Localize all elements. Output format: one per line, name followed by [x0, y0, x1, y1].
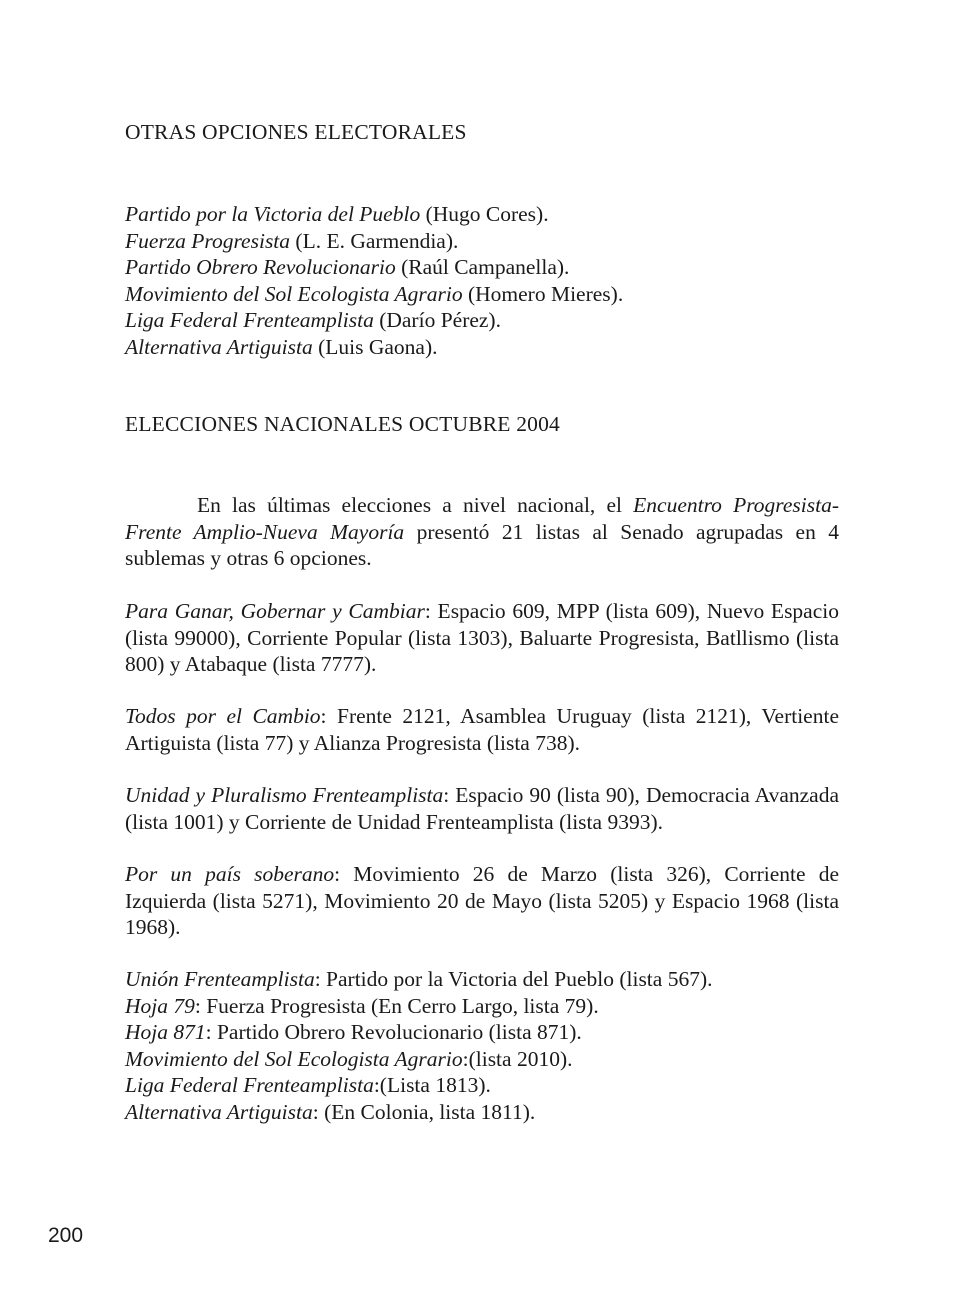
list-item: Fuerza Progresista (L. E. Garmendia). — [125, 228, 459, 253]
sublema-text: : Movimiento 26 de Marzo (lista 326), Corriente de Izquierda (lista 5271), Movimiento 20 de Mayo (lista 5205) y Espacio 1968 (lista 1968). — [125, 862, 839, 939]
sublema-name: Por un país soberano — [125, 862, 335, 886]
list-item: Partido por la Victoria del Pueblo (Hugo Cores). — [125, 202, 549, 226]
list-item: Hoja 79: Fuerza Progresista (En Cerro Largo, lista 79). — [125, 993, 599, 1018]
sublema-name: Unidad y Pluralismo Frenteamplista — [125, 783, 444, 807]
sublema-text: : Espacio 90 (lista 90), Democracia Avanzada (lista 1001) y Corriente de Unidad Frenteamplista (lista 9393). — [125, 783, 839, 834]
list-item: Movimiento del Sol Ecologista Agrario (Homero Mieres). — [125, 281, 624, 306]
page-number: 200 — [48, 1224, 84, 1247]
sublema-paragraph — [125, 703, 839, 756]
sublema-text: : Frente 2121, Asamblea Uruguay (lista 2121), Vertiente Artiguista (lista 77) y Alianza Progresista (lista 738). — [125, 704, 839, 755]
list-item: Unión Frenteamplista: Partido por la Victoria del Pueblo (lista 567). — [125, 967, 713, 991]
sublema-name: Para Ganar, Gobernar y Cambiar — [125, 599, 425, 623]
otras-opciones-list — [125, 201, 839, 360]
list-item: Movimiento del Sol Ecologista Agrario:(lista 2010). — [125, 1046, 573, 1071]
sublema-paragraph — [125, 782, 839, 835]
intro-paragraph-block — [125, 492, 839, 572]
sublema-paragraph — [125, 598, 839, 678]
section-heading-elecciones-nacionales: ELECCIONES NACIONALES OCTUBRE 2004 — [125, 412, 561, 436]
sublema-paragraph — [125, 861, 839, 941]
list-item: Liga Federal Frenteamplista:(Lista 1813). — [125, 1073, 491, 1097]
sublema-text: : Espacio 609, MPP (lista 609), Nuevo Espacio (lista 99000), Corriente Popular (lista 1303), Baluarte Progresista, Batllismo (lista 800) y Atabaque (lista 7777). — [125, 599, 839, 676]
list-item: Partido Obrero Revolucionario (Raúl Campanella). — [125, 255, 570, 279]
list-item: Hoja 871: Partido Obrero Revolucionario (lista 871). — [125, 1020, 582, 1044]
intro-paragraph: En las últimas elecciones a nivel nacional, el Encuentro Progresista-Frente Amplio-Nueva Mayoría presentó 21 listas al Senado agrupadas en 4 sublemas y otras 6 opciones. — [125, 493, 840, 570]
section-heading-otras-opciones: OTRAS OPCIONES ELECTORALES — [125, 120, 467, 144]
list-item: Alternativa Artiguista: (En Colonia, lista 1811). — [125, 1099, 536, 1124]
otras-listas — [125, 966, 839, 1125]
list-item: Alternativa Artiguista (Luis Gaona). — [125, 334, 438, 359]
list-item: Liga Federal Frenteamplista (Darío Pérez). — [125, 308, 501, 332]
sublema-name: Todos por el Cambio — [125, 704, 321, 728]
